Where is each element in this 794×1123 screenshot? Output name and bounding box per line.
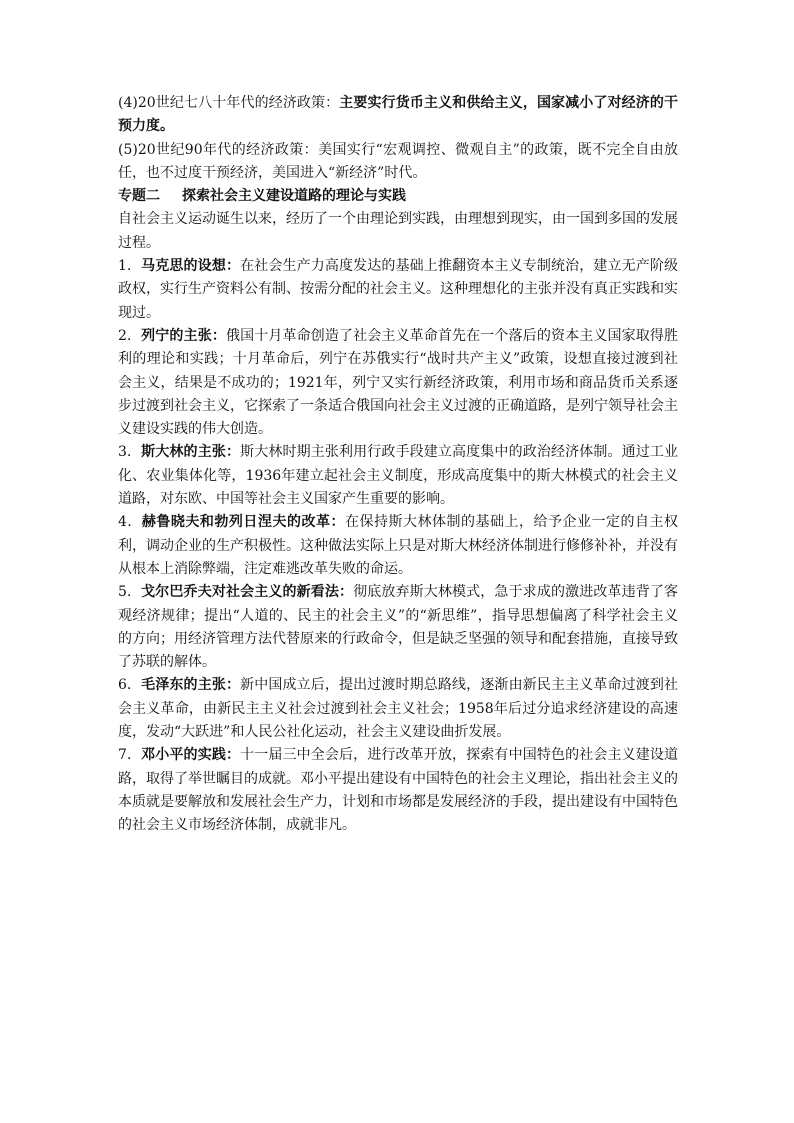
document-page: [118, 92, 678, 838]
topic-intro: 自社会主义运动诞生以来，经历了一个由理论到实践，由理想到现实，由一国到多国的发展过程。: [118, 211, 678, 251]
point-6: [118, 674, 678, 744]
point-2: [118, 325, 678, 441]
point-number: 1．: [118, 258, 142, 275]
point-number: 3．: [118, 444, 142, 461]
item-4-text: 主要实行货币主义和供给主义，国家减小了对经济的干预力度。: [118, 95, 678, 135]
point-lead: 赫鲁晓夫和勃列日涅夫的改革：: [141, 514, 345, 531]
point-lead: 戈尔巴乔夫对社会主义的新看法：: [141, 584, 354, 601]
item-5-text: 美国实行“宏观调控、微观自主”的政策，既不完全自由放任，也不过度干预经济，美国进入“新经济”时代。: [118, 141, 678, 181]
point-text: 斯大林时期主张利用行政手段建立高度集中的政治经济体制。通过工业化、农业集体化等，1936年建立起社会主义制度，形成高度集中的斯大林模式的社会主义道路，对东欧、中国等社会主义国家产生重要的影响。: [118, 444, 678, 508]
point-lead: 斯大林的主张：: [141, 444, 241, 461]
point-text: 十一届三中全会后，进行改革开放，探索有中国特色的社会主义建设道路，取得了举世瞩目的成就。邓小平提出建设有中国特色的社会主义理论，指出社会主义的本质就是要解放和发展社会生产力，计划和市场都是发展经济的手段，提出建设有中国特色的社会主义市场经济体制，成就非凡。: [118, 747, 678, 834]
point-text: 俄国十月革命创造了社会主义革命首先在一个落后的资本主义国家取得胜利的理论和实践；十月革命后，列宁在苏俄实行“战时共产主义”政策，设想直接过渡到社会主义，结果是不成功的；1921年，列宁又实行新经济政策，利用市场和商品货币关系逐步过渡到社会主义，它探索了一条适合俄国向社会主义过渡的正确道路，是列宁领导社会主义建设实践的伟大创造。: [118, 327, 678, 438]
point-text: 在社会生产力高度发达的基础上推翻资本主义专制统治，建立无产阶级政权，实行生产资料公有制、按需分配的社会主义。这种理想化的主张并没有真正实践和实现过。: [118, 258, 678, 321]
point-3: [118, 441, 678, 511]
topic-title: 探索社会主义建设道路的理论与实践: [182, 188, 406, 205]
topic-heading: [118, 185, 678, 208]
point-text: 彻底放弃斯大林模式，急于求成的激进改革违背了客观经济规律；提出“人道的、民主的社会主义”的“新思维”，指导思想偏离了科学社会主义的方向；用经济管理方法代替原来的行政命令，但是缺乏坚强的领导和配套措施，直接导致了苏联的解体。: [118, 584, 678, 671]
point-5: [118, 581, 678, 674]
point-lead: 列宁的主张：: [141, 327, 226, 344]
point-text: 在保持斯大林体制的基础上，给予企业一定的自主权利，调动企业的生产积极性。这种做法实际上只是对斯大林经济体制进行修修补补，并没有从根本上消除弊端，注定难逃改革失败的命运。: [118, 514, 678, 577]
point-lead: 毛泽东的主张：: [141, 677, 241, 694]
point-number: 7．: [118, 747, 142, 764]
point-number: 2．: [118, 327, 142, 344]
point-number: 5．: [118, 584, 142, 601]
point-number: 4．: [118, 514, 142, 531]
point-7: [118, 744, 678, 837]
point-number: 6．: [118, 677, 142, 694]
paragraph-item-5: [118, 139, 678, 186]
point-lead: 邓小平的实践：: [141, 747, 241, 764]
paragraph-item-4: [118, 92, 678, 139]
point-1: [118, 255, 678, 325]
item-4-lead: (4)20世纪七八十年代的经济政策：: [118, 95, 340, 111]
point-text: 新中国成立后，提出过渡时期总路线，逐渐由新民主主义革命过渡到社会主义革命，由新民主主义社会过渡到社会主义社会；1958年后过分追求经济建设的高速度，发动“大跃进”和人民公社化运动，社会主义建设曲折发展。: [118, 677, 678, 741]
point-lead: 马克思的设想：: [141, 258, 241, 275]
item-5-lead: (5)20世纪90年代的经济政策：: [118, 141, 319, 158]
point-4: [118, 511, 678, 581]
topic-label: 专题二: [118, 188, 160, 205]
